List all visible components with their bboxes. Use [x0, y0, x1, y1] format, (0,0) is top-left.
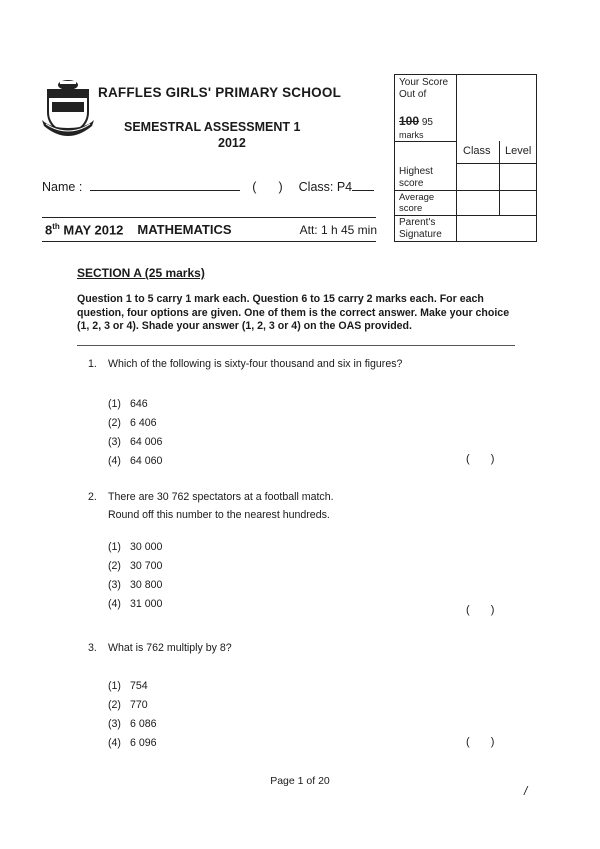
parent-signature-label: Parent's Signature	[399, 217, 442, 240]
question-1	[88, 358, 518, 474]
exam-subject: MATHEMATICS	[137, 222, 232, 238]
score-total: 100 95	[399, 114, 433, 128]
option-3[interactable]: (3) 64 006	[108, 436, 163, 448]
question-2	[88, 491, 518, 617]
question-number: 1.	[88, 358, 97, 370]
option-2[interactable]: (2) 770	[108, 699, 148, 711]
name-field[interactable]	[90, 178, 240, 191]
page-number: Page 1 of 20	[270, 775, 330, 787]
answer-bracket[interactable]: ( )	[466, 604, 495, 616]
question-text: What is 762 multiply by 8?	[108, 642, 232, 654]
answer-bracket[interactable]: ( )	[466, 736, 495, 748]
option-4[interactable]: (4) 31 000	[108, 598, 163, 610]
name-label: Name :	[42, 180, 83, 194]
average-score-label: Average score	[399, 192, 435, 214]
option-3[interactable]: (3) 6 086	[108, 718, 157, 730]
option-1[interactable]: (1) 30 000	[108, 541, 163, 553]
parent-signature-box[interactable]	[457, 216, 537, 241]
option-4[interactable]: (4) 64 060	[108, 455, 163, 467]
register-number-field[interactable]	[256, 179, 278, 191]
class-label: Class: P4	[298, 180, 353, 194]
school-crest-icon	[40, 78, 96, 138]
school-name: RAFFLES GIRLS' PRIMARY SCHOOL	[98, 85, 342, 100]
score-entry-box[interactable]	[457, 75, 537, 141]
question-number: 3.	[88, 642, 97, 654]
your-score-label: Your Score Out of	[399, 77, 449, 100]
option-2[interactable]: (2) 6 406	[108, 417, 157, 429]
question-text: Which of the following is sixty-four thousand and six in figures?	[108, 358, 403, 370]
level-header: Level	[505, 145, 532, 157]
section-instructions: Question 1 to 5 carry 1 mark each. Question 6 to 15 carry 2 marks each. For each question, four options are given. One of them is the correct answer. Make your choice (1, 2, 3 or 4). Shade your answer (1, 2, 3 or 4) on the OAS provided.	[77, 293, 510, 332]
question-text-line-2: Round off this number to the nearest hundreds.	[108, 509, 330, 521]
marks-label: marks	[399, 130, 424, 140]
answer-bracket[interactable]: ( )	[466, 453, 495, 465]
option-4[interactable]: (4) 6 096	[108, 737, 157, 749]
exam-duration: Att: 1 h 45 min	[299, 223, 377, 238]
exam-info-row	[45, 222, 377, 237]
header-divider-bottom	[42, 241, 376, 242]
register-paren-close: )	[278, 180, 283, 194]
section-title: SECTION A (25 marks)	[77, 266, 205, 280]
question-3	[88, 642, 518, 756]
header-divider-top	[42, 217, 376, 218]
stray-mark: /	[524, 784, 528, 798]
exam-date: 8th MAY 2012	[45, 222, 124, 238]
class-header: Class	[463, 145, 491, 157]
class-field[interactable]	[352, 178, 374, 191]
instructions-divider	[77, 345, 515, 346]
question-text: There are 30 762 spectators at a football match.	[108, 491, 334, 503]
highest-score-label: Highest score	[399, 166, 433, 189]
option-1[interactable]: (1) 646	[108, 398, 148, 410]
option-2[interactable]: (2) 30 700	[108, 560, 163, 572]
question-number: 2.	[88, 491, 97, 503]
option-3[interactable]: (3) 30 800	[108, 579, 163, 591]
assessment-year: 2012	[218, 136, 246, 150]
score-table	[394, 74, 537, 242]
register-paren-open: (	[252, 180, 257, 194]
assessment-title: SEMESTRAL ASSESSMENT 1	[124, 120, 301, 134]
option-1[interactable]: (1) 754	[108, 680, 148, 692]
name-row	[42, 178, 374, 194]
